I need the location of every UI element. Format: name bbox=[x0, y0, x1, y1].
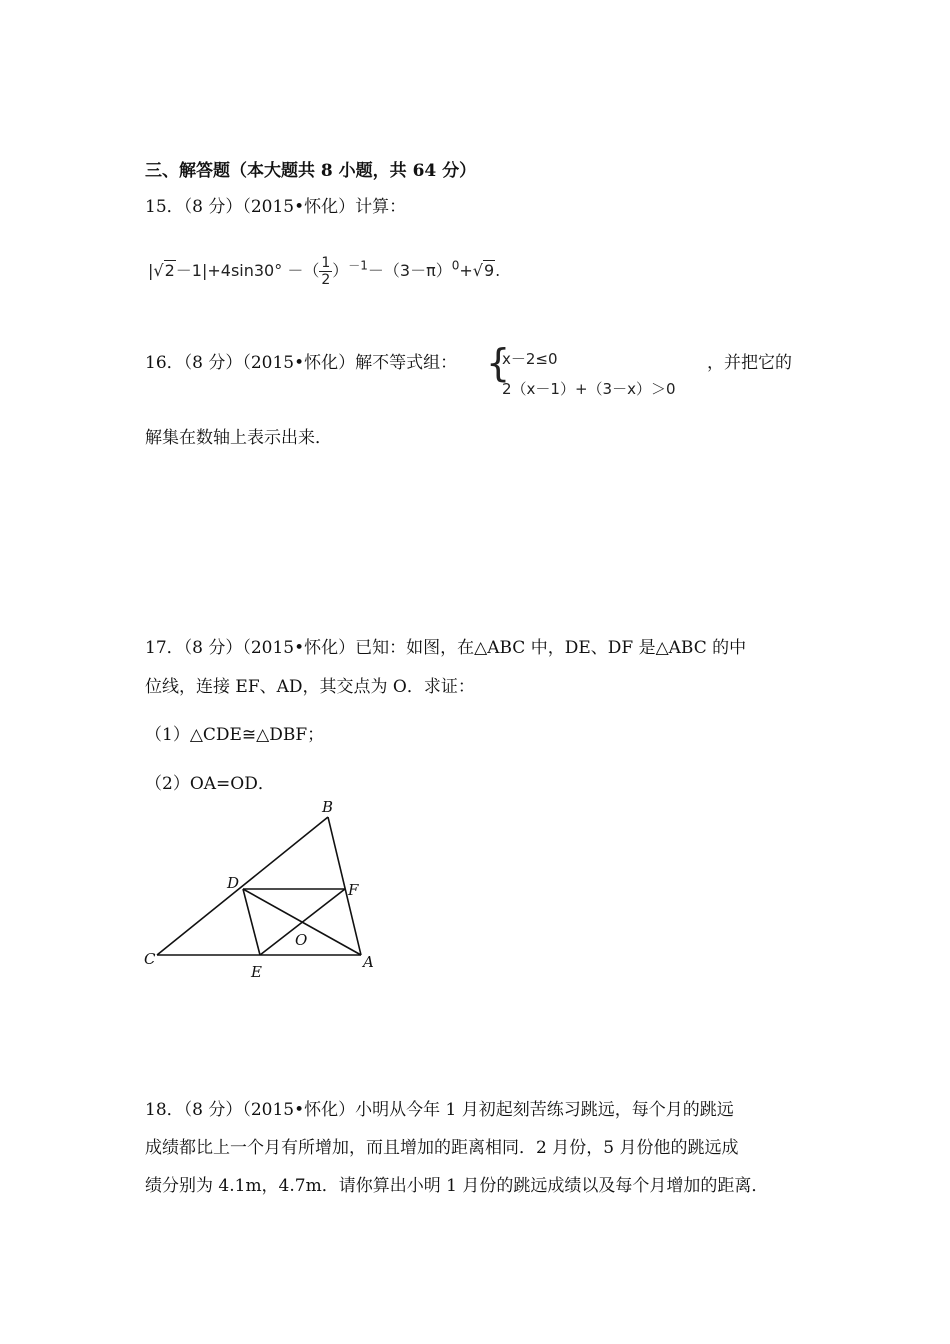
q16-line-next: 解集在数轴上表示出来． bbox=[145, 428, 332, 448]
abs-open: | bbox=[148, 261, 154, 280]
q18-line-2: 成绩都比上一个月有所增加，而且增加的距离相同．2 月份，5 月份他的跳远成 bbox=[145, 1138, 739, 1158]
inequality-2: 2（x－1）+（3－x）＞0 bbox=[502, 380, 676, 398]
fraction-one-half: $\frac{1}{2}$ bbox=[321, 255, 331, 288]
q15-expression: |√2－1|+4sin30° －（ $\frac{1}{2}$ ）$^{-1}-(3-\pi)^0+√9$. bbox=[148, 255, 501, 288]
sqrt-2: √2 bbox=[153, 261, 175, 280]
q17-part-1: （1）△CDE≅△DBF； bbox=[145, 725, 325, 745]
q18-line-3: 绩分别为 4.1m，4.7m．请你算出小明 1 月份的跳远成绩以及每个月增加的距离． bbox=[145, 1176, 769, 1196]
segment-DE bbox=[243, 889, 260, 955]
q17-line-2: 位线，连接 EF、AD，其交点为 O．求证： bbox=[145, 677, 475, 697]
system-brace: { bbox=[486, 341, 511, 385]
section-heading: 三、解答题（本大题共 8 小题，共 64 分） bbox=[145, 161, 477, 181]
label-C: C bbox=[144, 950, 156, 968]
q16-tail: ，并把它的 bbox=[707, 353, 792, 373]
q17-part-2: （2）OA=OD． bbox=[145, 774, 275, 794]
exponent-neg-one: －1 bbox=[348, 258, 368, 273]
label-O: O bbox=[295, 931, 308, 949]
exponent-zero: 0 bbox=[451, 258, 460, 273]
label-D: D bbox=[227, 874, 240, 892]
q17-line-1: 17．（8 分）（2015•怀化）已知：如图，在△ABC 中，DE、DF 是△ABC 的中 bbox=[145, 638, 747, 658]
q16-stem: 16．（8 分）（2015•怀化）解不等式组： bbox=[145, 353, 458, 373]
label-F: F bbox=[348, 881, 359, 899]
triangle-figure bbox=[140, 800, 390, 985]
label-A: A bbox=[363, 953, 374, 971]
inequality-1: x－2≤0 bbox=[502, 350, 558, 368]
sqrt-9: √9 bbox=[472, 261, 495, 280]
q15-stem: 15．（8 分）（2015•怀化）计算： bbox=[145, 197, 407, 217]
q18-line-1: 18．（8 分）（2015•怀化）小明从今年 1 月初起刻苦练习跳远，每个月的跳远 bbox=[145, 1100, 734, 1120]
label-E: E bbox=[251, 963, 262, 981]
label-B: B bbox=[322, 800, 334, 816]
